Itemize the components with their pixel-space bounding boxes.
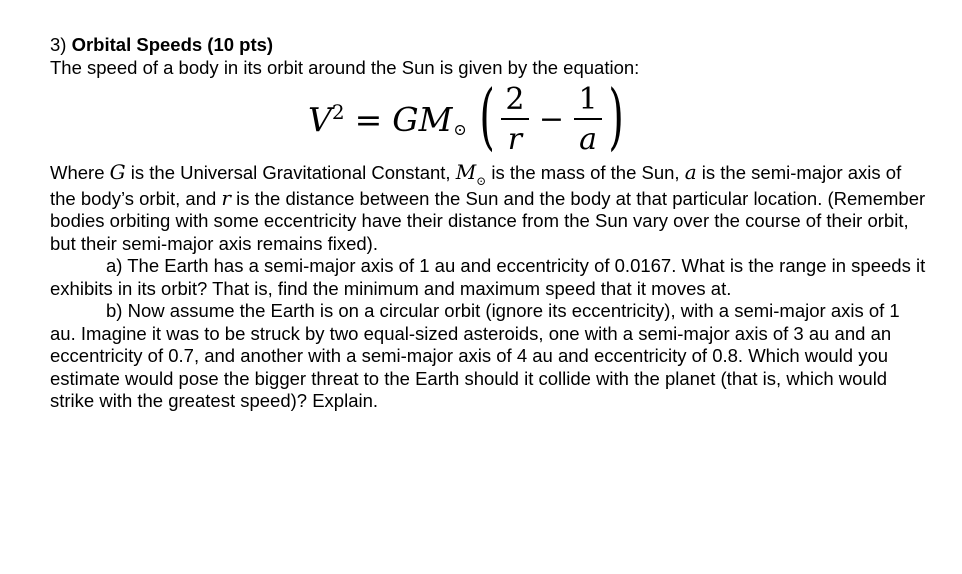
def-sun-symbol: ⊙ — [476, 174, 487, 188]
eq-paren-right: ) — [608, 74, 624, 158]
eq-sun-symbol: ⊙ — [453, 119, 467, 139]
part-b-question: b) Now assume the Earth is on a circular orbit (ignore its eccentricity), with a semi-major axis of 1 au. Imagine it was to be struck by two equal-sized asteroids, one with a semi-major axis of 3 au and an eccentricity of 0.7, and another with a semi-major axis of 4 au and eccentricity of 0.8. Which would you estimate would pose the bigger threat to the Earth should it collide with the planet (that is, which would strike with the greatest speed)? Explain. — [50, 300, 900, 411]
eq-minus: − — [538, 101, 565, 137]
def-text-1: Where — [50, 162, 110, 183]
def-text-4: is the semi-major axis of the body’s orbit, and — [50, 162, 902, 209]
def-text-3: is the mass of the Sun, — [486, 162, 685, 183]
eq-fraction-1-over-a — [574, 83, 602, 157]
part-a-question: a) The Earth has a semi-major axis of 1 au and eccentricity of 0.0167. What is the range in speeds it exhibits in its orbit? That is, find the minimum and maximum speed that it moves at. — [50, 255, 926, 299]
eq-frac2-bar — [574, 118, 602, 120]
eq-frac1-denominator: r — [507, 121, 523, 157]
orbital-speed-equation — [50, 74, 930, 161]
eq-velocity-power: 2 — [331, 99, 345, 124]
def-text-2: is the Universal Gravitational Constant, — [125, 162, 456, 183]
eq-frac1-bar — [501, 118, 529, 120]
definitions-paragraph — [50, 161, 930, 255]
problem-title: Orbital Speeds (10 pts) — [71, 34, 274, 55]
def-symbol-r: r — [221, 185, 231, 210]
def-text-5: is the distance between the Sun and the body at that particular location. (Remember bodies orbiting with some eccentricity have their distance from the Sun vary over the course of their orbit, but their semi-major axis remains fixed). — [50, 187, 926, 254]
def-symbol-a: a — [684, 160, 697, 184]
eq-frac2-denominator: a — [579, 121, 597, 157]
eq-frac1-numerator: 2 — [505, 82, 525, 118]
eq-velocity: V — [308, 99, 332, 139]
document — [50, 34, 930, 413]
def-symbol-m: M — [455, 160, 477, 184]
def-symbol-g: G — [109, 160, 126, 184]
eq-paren-left: ( — [479, 74, 495, 158]
eq-frac2-numerator: 1 — [578, 82, 598, 118]
problem-heading — [50, 34, 930, 57]
eq-equals: = — [354, 99, 383, 139]
eq-fraction-2-over-r — [501, 83, 529, 157]
problem-intro: The speed of a body in its orbit around the Sun is given by the equation: — [50, 56, 640, 78]
problem-number: 3) — [50, 34, 67, 55]
eq-gm: GM — [392, 99, 453, 139]
